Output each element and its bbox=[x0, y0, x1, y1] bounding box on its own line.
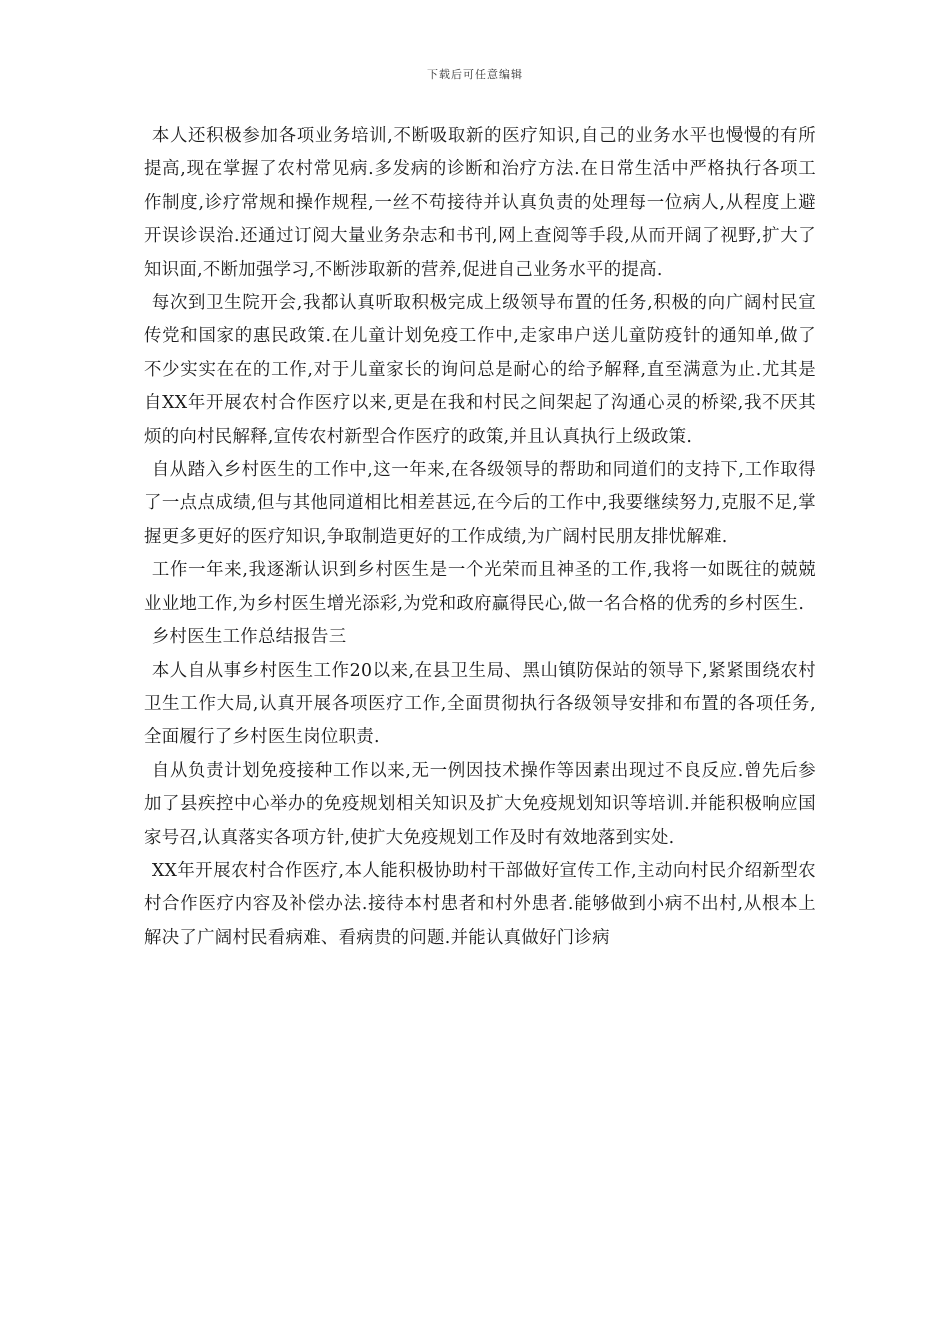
paragraph-5: 本人自从事乡村医生工作20以来,在县卫生局、黑山镇防保站的领导下,紧紧围绕农村卫生工作大局,认真开展各项医疗工作,全面贯彻执行各级领导安排和布置的各项任务,全面履行了乡村医生岗位职责. bbox=[144, 660, 816, 748]
section-heading: 乡村医生工作总结报告三 bbox=[151, 627, 347, 648]
paragraph-7: XX年开展农村合作医疗,本人能积极协助村干部做好宣传工作,主动向村民介绍新型农村合作医疗内容及补偿办法.接待本村患者和村外患者.能够做到小病不出村,从根本上解决了广阔村民看病难、看病贵的问题.并能认真做好门诊病 bbox=[144, 860, 816, 948]
paragraph-2: 每次到卫生院开会,我都认真听取积极完成上级领导布置的任务,积极的向广阔村民宣传党和国家的惠民政策.在儿童计划免疫工作中,走家串户送儿童防疫针的通知单,做了不少实实在在的工作,对于儿童家长的询问总是耐心的给予解释,直至满意为止.尤其是自XX年开展农村合作医疗以来,更是在我和村民之间架起了沟通心灵的桥梁,我不厌其烦的向村民解释,宣传农村新型合作医疗的政策,并且认真执行上级政策. bbox=[144, 293, 816, 447]
paragraph-3: 自从踏入乡村医生的工作中,这一年来,在各级领导的帮助和同道们的支持下,工作取得了一点点成绩,但与其他同道相比相差甚远,在今后的工作中,我要继续努力,克服不足,掌握更多更好的医疗知识,争取制造更好的工作成绩,为广阔村民朋友排忧解难. bbox=[144, 460, 816, 547]
paragraph-4: 工作一年来,我逐渐认识到乡村医生是一个光荣而且神圣的工作,我将一如既往的兢兢业业地工作,为乡村医生增光添彩,为党和政府赢得民心,做一名合格的优秀的乡村医生. bbox=[144, 560, 816, 614]
paragraph-6: 自从负责计划免疫接种工作以来,无一例因技术操作等因素出现过不良反应.曾先后参加了县疾控中心举办的免疫规划相关知识及扩大免疫规划知识等培训.并能积极响应国家号召,认真落实各项方针,使扩大免疫规划工作及时有效地落到实处. bbox=[144, 760, 816, 848]
page-header-note: 下载后可任意编辑 bbox=[427, 68, 523, 81]
paragraph-1: 本人还积极参加各项业务培训,不断吸取新的医疗知识,自己的业务水平也慢慢的有所提高,现在掌握了农村常见病.多发病的诊断和治疗方法.在日常生活中严格执行各项工作制度,诊疗常规和操作规程,一丝不苟接待并认真负责的处理每一位病人,从程度上避开误诊误治.还通过订阅大量业务杂志和书刊,网上查阅等手段,从而开阔了视野,扩大了知识面,不断加强学习,不断涉取新的营养,促进自己业务水平的提高. bbox=[144, 126, 816, 280]
document-body bbox=[144, 120, 816, 955]
